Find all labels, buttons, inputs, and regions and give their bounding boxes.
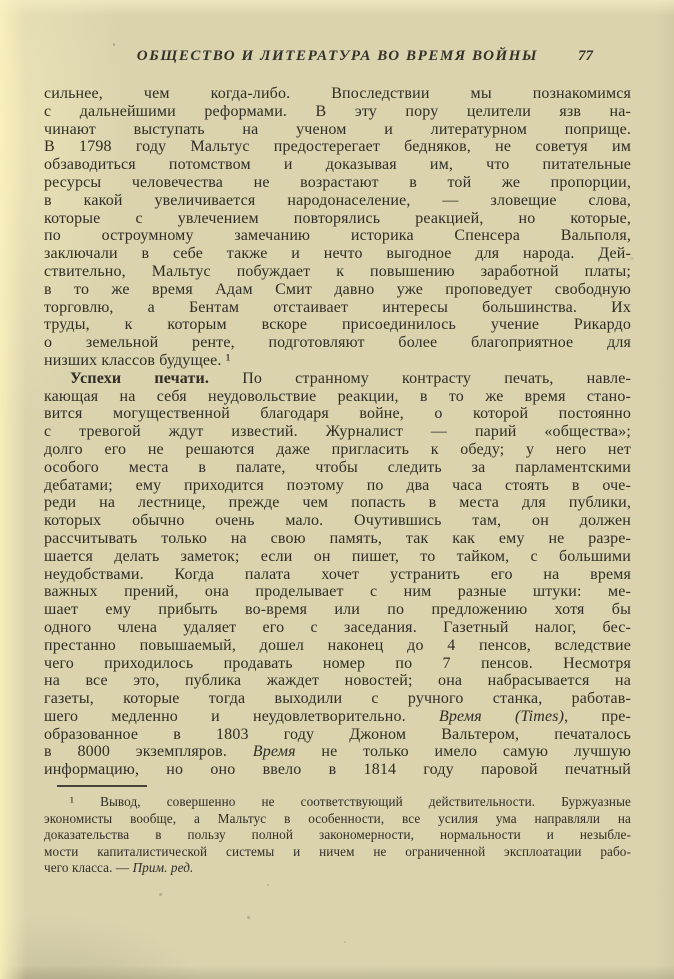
text-line: с тревогой ждут известий. Журналист — парий «общества»; bbox=[44, 423, 631, 441]
text-segment: шего медленно и неудовлетворительно. bbox=[44, 707, 439, 725]
text-line bbox=[44, 743, 631, 761]
paragraph-continuation bbox=[44, 85, 631, 370]
text-line: в какой увеличивается народонаселение, — зловещие слова, bbox=[44, 191, 631, 209]
paper-speckle bbox=[113, 43, 115, 46]
text-line bbox=[44, 370, 631, 388]
text-column bbox=[44, 48, 631, 877]
paper-speckle bbox=[344, 941, 346, 943]
text-line: ствительно, Мальтус побуждает к повышению заработной платы; bbox=[44, 262, 631, 280]
text-line: сильнее, чем когда-либо. Впоследствии мы познакомимся bbox=[44, 85, 631, 102]
text-line bbox=[44, 860, 631, 877]
text-line bbox=[44, 708, 631, 726]
text-line: особого места в палате, чтобы следить за парламентскими bbox=[44, 458, 631, 476]
text-line: кающая на себя неудовольствие реакции, в то же время стано- bbox=[44, 387, 631, 405]
page-number: 77 bbox=[578, 48, 593, 64]
body-text bbox=[44, 85, 631, 779]
text-segment: не только имело самую лучшую bbox=[295, 743, 631, 761]
text-line: реди на лестнице, прежде чем попасть в места для публики, bbox=[44, 494, 631, 512]
text-line: газеты, которые тогда выходили с ручного станка, работав- bbox=[44, 690, 631, 708]
paper-speckle bbox=[630, 257, 634, 260]
text-line: чинают выступать на ученом и литературном поприще. bbox=[44, 120, 631, 138]
text-line: которые с увлечением повторялись реакцией, но которые, bbox=[44, 209, 631, 227]
text-line: В 1798 году Мальтус предостерегает бедняков, не советуя им bbox=[44, 138, 631, 156]
text-line: низших классов будущее. ¹ bbox=[44, 351, 231, 369]
text-line: неудобствами. Когда палата хочет устранить его на время bbox=[44, 565, 631, 583]
text-segment: в 8000 экземпляров. bbox=[44, 743, 253, 761]
text-segment: чего класса. — bbox=[44, 860, 133, 876]
text-segment: Время (Times) bbox=[438, 707, 565, 725]
text-line: вится могущественной благодаря войне, о которой постоянно bbox=[44, 405, 631, 423]
text-line: дебатами; ему приходится поэтому по два часа стоять в оче- bbox=[44, 476, 631, 494]
text-line: шается делать заметок; если он пишет, то тайком, с большими bbox=[44, 547, 631, 565]
paper-speckle bbox=[267, 884, 269, 886]
text-segment: , пре- bbox=[564, 707, 631, 725]
text-line: заключали в себе также и нечто выгодное для народа. Дей- bbox=[44, 245, 631, 263]
text-line: чего приходилось продавать номер по 7 пенсов. Несмотря bbox=[44, 654, 631, 672]
text-segment: Прим. ред. bbox=[132, 860, 194, 876]
text-line: которых обычно очень мало. Очутившись там, он должен bbox=[44, 512, 631, 530]
text-line: по остроумному замечанию историка Спенсера Вальполя, bbox=[44, 227, 631, 245]
text-line: мости капиталистической системы и ничем не ограниченной эксплоатации рабо- bbox=[44, 843, 631, 859]
text-line: важных прений, она проделывает с ним разные штуки: ме- bbox=[44, 583, 631, 601]
paper-speckle bbox=[247, 916, 250, 919]
paper-speckle bbox=[159, 893, 162, 896]
text-line: экономисты вообще, а Мальтус в особенности, все усилия ума направляли на bbox=[44, 810, 631, 826]
text-line: о земельной ренте, подготовляют более благоприятное для bbox=[44, 334, 631, 352]
running-header-title: ОБЩЕСТВО И ЛИТЕРАТУРА ВО ВРЕМЯ ВОЙНЫ bbox=[136, 48, 539, 64]
text-line: шает ему прибыть во-время или по предложению хотя бы bbox=[44, 601, 631, 619]
text-line: торговлю, а Бентам отстаивает интересы большинства. Их bbox=[44, 298, 631, 316]
text-segment: Успехи печати. bbox=[70, 369, 210, 387]
text-segment: Время bbox=[252, 743, 296, 761]
paragraph-uspekhi-pechati bbox=[44, 370, 631, 779]
text-line: на все это, публика жаждет новостей; она набрасывается на bbox=[44, 672, 631, 690]
footnote bbox=[44, 794, 631, 877]
text-line: престанно повышаемый, дошел наконец до 4 пенсов, вследствие bbox=[44, 636, 631, 654]
text-line: труды, к которым вскоре присоединилось учение Рикардо bbox=[44, 316, 631, 334]
text-line: образованное в 1803 году Джоном Вальтером, печаталось bbox=[44, 725, 631, 743]
text-line: в то же время Адам Смит давно уже проповедует свободную bbox=[44, 280, 631, 298]
text-line: с дальнейшими реформами. В эту пору целители язв на- bbox=[44, 102, 631, 120]
text-line: рассчитывать только на свою память, так как ему не разре- bbox=[44, 529, 631, 547]
text-line: доказательства в пользу полной закономерности, нормальности и незыбле- bbox=[44, 827, 631, 843]
text-line: ¹ Вывод, совершенно не соответствующий действительности. Буржуазные bbox=[70, 794, 631, 810]
text-line: информацию, но оно ввело в 1814 году паровой печатный bbox=[44, 761, 631, 779]
text-line: обзаводиться потомством и доказывая им, что питательные bbox=[44, 156, 631, 174]
text-line: долго его не решаются даже пригласить к обеду; у него нет bbox=[44, 440, 631, 458]
text-line: одного члена удаляет его с заседания. Газетный налог, бес- bbox=[44, 618, 631, 636]
footnote-separator-rule bbox=[57, 785, 147, 787]
text-segment: По странному контрасту печать, навле- bbox=[209, 369, 632, 387]
text-line: ресурсы человечества не возрастают в той же пропорции, bbox=[44, 173, 631, 191]
running-header bbox=[44, 48, 631, 68]
